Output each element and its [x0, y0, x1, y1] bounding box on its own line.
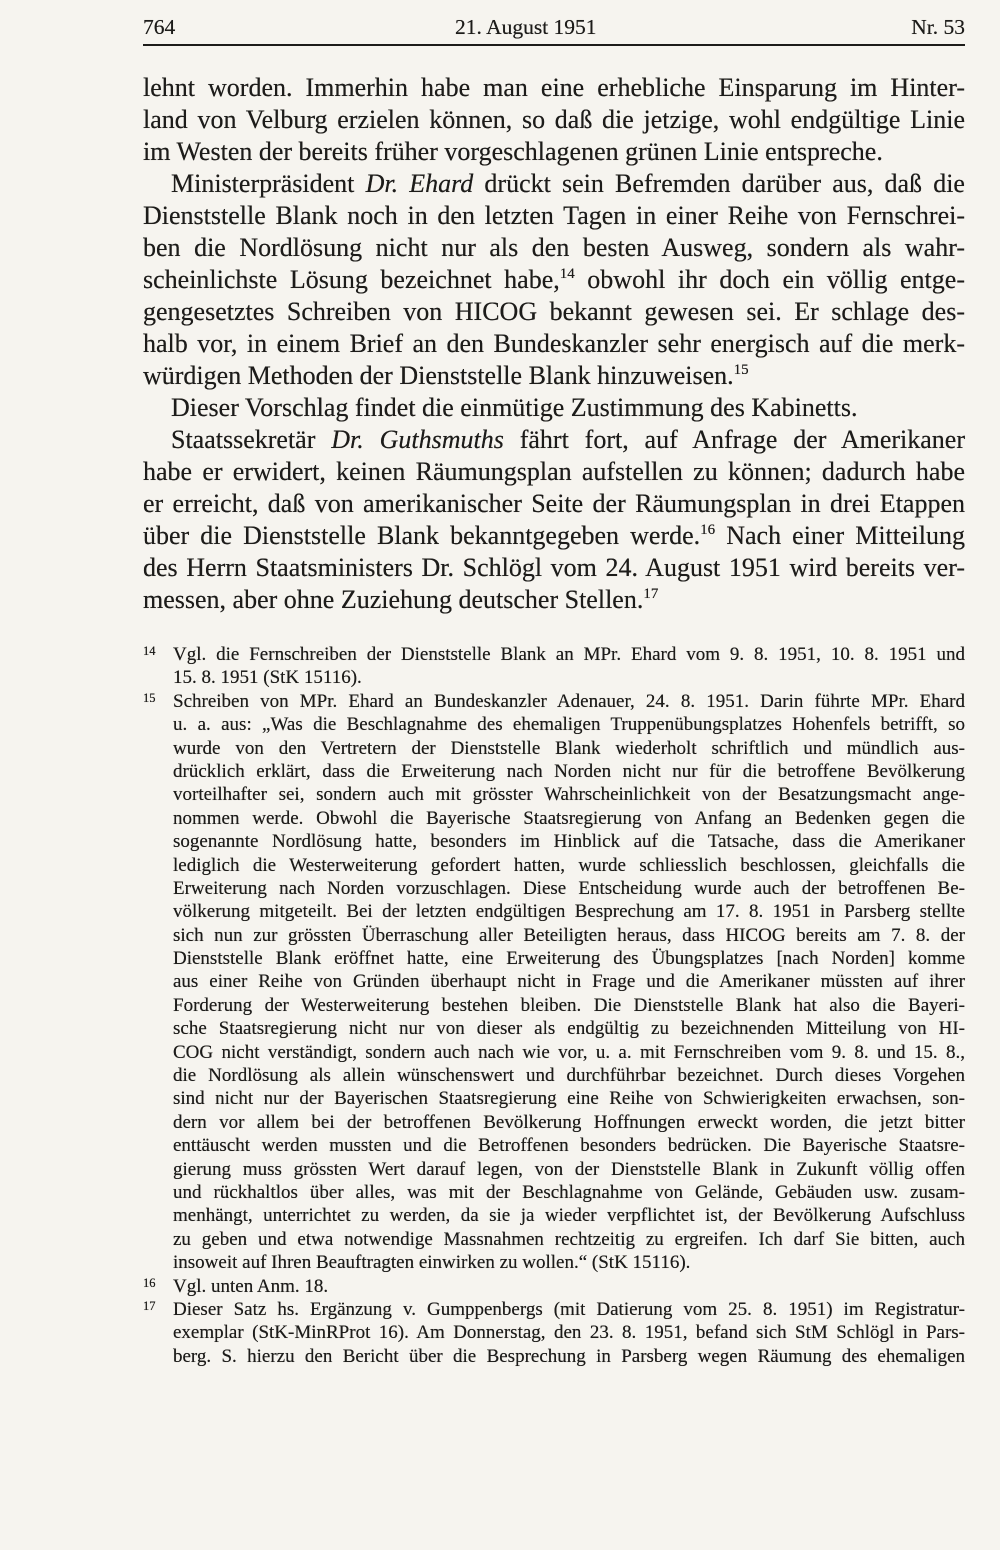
text-line: Erweiterung nach Norden vorzuschlagen. Diese Entscheidung wurde auch der betroffenen Be-	[173, 877, 965, 899]
person-name: Dr. Ehard	[365, 169, 474, 198]
text-line: insoweit auf Ihren Beauftragten einwirken zu wollen.“ (StK 15116).	[173, 1252, 691, 1274]
footnote-number: 15	[143, 690, 156, 705]
text-segment: Staatssekretär	[171, 425, 332, 454]
footnote	[143, 643, 965, 690]
text-line: vorteilhafter sei, sondern auch mit grösster Wahrscheinlichkeit von der Besatzungsmacht ange-	[173, 784, 965, 806]
text-line: sogenannte Nordlösung hatte, besonders im Hinblick auf die Tatsache, dass die Amerikaner	[173, 831, 965, 853]
footnote-number: 17	[143, 1298, 156, 1313]
text-line: 15. 8. 1951 (StK 15116).	[173, 667, 362, 689]
paragraph	[143, 392, 965, 424]
text-segment: messen, aber ohne Zuziehung deutscher Stellen.	[143, 585, 644, 614]
text-line	[143, 424, 965, 456]
text-line: habe er erwidert, keinen Räumungsplan aufstellen zu können; dadurch habe	[143, 457, 965, 486]
text-line: gengesetztes Schreiben von HICOG bekannt gewesen sei. Er schlage des-	[143, 297, 965, 326]
text-line: Vgl. die Fernschreiben der Dienststelle Blank an MPr. Ehard vom 9. 8. 1951, 10. 8. 1951 und	[173, 644, 965, 665]
footnote	[143, 690, 965, 1275]
text-line	[143, 520, 965, 552]
paragraph	[143, 424, 965, 616]
paragraph	[143, 72, 965, 168]
text-line: zu geben und etwa notwendige Massnahmen rechtzeitig zu ergreifen. Ich darf Sie bitten, auch	[173, 1228, 965, 1250]
text-line: Dienststelle Blank noch in den letzten Tagen in einer Reihe von Fernschrei-	[143, 201, 965, 230]
text-line: Dieser Satz hs. Ergänzung v. Gumppenbergs (mit Datierung vom 25. 8. 1951) im Registratur-	[173, 1298, 965, 1320]
text-line: sind nicht nur der Bayerischen Staatsregierung eine Reihe von Schwierigkeiten erwachsen, son-	[173, 1088, 965, 1110]
text-segment: Ministerpräsident	[171, 169, 366, 198]
text-segment: über die Dienststelle Blank bekanntgegeben werde.	[143, 521, 701, 550]
text-line: exemplar (StK-MinRProt 16). Am Donnerstag, den 23. 8. 1951, befand sich StM Schlögl in Pars-	[173, 1322, 965, 1344]
text-segment: obwohl ihr doch ein völlig entge-	[574, 265, 965, 294]
text-line: menhängt, unterrichtet zu werden, da sie ja wieder verpflichtet ist, der Bevölkerung Aufschluss	[173, 1205, 965, 1227]
running-head	[143, 12, 965, 42]
text-line: Schreiben von MPr. Ehard an Bundeskanzler Adenauer, 24. 8. 1951. Darin führte MPr. Ehard	[173, 690, 965, 712]
text-line: enttäuscht werden mussten und die Betroffenen besonders bedrücken. Die Bayerische Staatsre-	[173, 1135, 965, 1157]
text-segment: Nach einer Mitteilung	[715, 521, 965, 550]
footnote-number: 14	[143, 644, 156, 658]
text-line: nommen werde. Obwohl die Bayerische Staatsregierung von Anfang an Bedenken gegen die	[173, 807, 965, 829]
footnote	[143, 1298, 965, 1368]
text-line: sche Staatsregierung nicht nur von dieser als endgültig zu bezeichnenden Mitteilung von HI-	[173, 1018, 965, 1040]
text-line: u. a. aus: „Was die Beschlagnahme des ehemaligen Truppenübungsplatzes Hohenfels betrifft, so	[173, 714, 965, 736]
text-line: drücklich erklärt, dass die Erweiterung nach Norden nicht nur für die betroffene Bevölkerung	[173, 760, 965, 782]
text-segment: fährt fort, auf Anfrage der Amerikaner	[503, 425, 965, 454]
text-segment: scheinlichste Lösung bezeichnet habe,	[143, 265, 560, 294]
text-line: wurde von den Vertretern der Dienststelle Blank wiederholt schriftlich und mündlich aus-	[173, 737, 965, 759]
footnote-reference: 17	[643, 586, 659, 602]
text-line: Forderung der Westerweiterung bestehen bleiben. Die Dienststelle Blank hat also die Bayeri-	[173, 994, 965, 1016]
text-line: lehnt worden. Immerhin habe man eine erhebliche Einsparung im Hinter-	[143, 73, 965, 102]
text-line: und rückhaltlos über alles, was mit der Beschlagnahme von Gelände, Gebäuden usw. zusam-	[173, 1181, 965, 1203]
footnote-reference: 15	[733, 362, 749, 378]
text-line: Dienststelle Blank eröffnet hatte, eine Erweiterung des Übungsplatzes [nach Norden] komme	[173, 948, 965, 970]
text-line: berg. S. hierzu den Bericht über die Besprechung in Parsberg wegen Räumung des ehemaligen	[173, 1345, 965, 1367]
footnote-number: 16	[143, 1275, 156, 1290]
footnote-reference: 16	[700, 522, 716, 538]
text-line: Vgl. unten Anm. 18.	[173, 1275, 329, 1297]
text-line	[143, 264, 965, 296]
text-line: des Herrn Staatsministers Dr. Schlögl vom 24. August 1951 wird bereits ver-	[143, 553, 965, 582]
header-date: 21. August 1951	[455, 15, 597, 39]
paragraph	[143, 168, 965, 392]
text-segment: würdigen Methoden der Dienststelle Blank hinzuweisen.	[143, 361, 734, 390]
text-line: lediglich die Westerweiterung gefordert hatten, wurde schliesslich beschlossen, gleichfalls die	[173, 854, 965, 876]
person-name: Dr. Guthsmuths	[331, 425, 504, 454]
text-line: Dieser Vorschlag findet die einmütige Zustimmung des Kabinetts.	[171, 393, 858, 422]
text-line: sich nun zur grössten Überraschung aller Beteiligten heraus, dass HICOG bereits am 7. 8. der	[173, 924, 965, 946]
text-line: halb vor, in einem Brief an den Bundeskanzler sehr energisch auf die merk-	[143, 329, 965, 358]
text-line	[143, 584, 965, 616]
text-line: gierung muss grössten Wert darauf legen, von der Dienststelle Blank in Zukunft völlig offen	[173, 1158, 965, 1180]
text-line: COG nicht verständigt, sondern auch nach wie vor, u. a. mit Fernschreiben vom 9. 8. und 15. 8.,	[173, 1041, 965, 1063]
text-line: die Nordlösung als allein wünschenswert und durchführbar bezeichnet. Durch dieses Vorgehen	[173, 1065, 965, 1087]
text-line	[143, 360, 965, 392]
footnote-reference: 14	[559, 266, 575, 282]
header-rule	[143, 44, 965, 46]
text-line	[143, 168, 965, 200]
text-line: dern vor allem bei der betroffenen Bevölkerung Hoffnungen erweckt worden, die jetzt bitter	[173, 1111, 965, 1133]
text-line: land von Velburg erzielen können, so daß die jetzige, wohl endgültige Linie	[143, 105, 965, 134]
document-number: Nr. 53	[911, 15, 965, 39]
text-line: völkerung mitgeteilt. Bei der letzten endgültigen Besprechung am 17. 8. 1951 in Parsberg stellte	[173, 901, 965, 923]
text-line: aus einer Reihe von Gründen überhaupt nicht in Frage und die Amerikaner müssten auf ihrer	[173, 971, 965, 993]
text-line: ben die Nordlösung nicht nur als den besten Ausweg, sondern als wahr-	[143, 233, 965, 262]
page-number: 764	[143, 15, 176, 39]
footnote	[143, 1275, 965, 1298]
footnotes	[143, 643, 965, 1368]
body-text	[143, 72, 965, 616]
text-line: im Westen der bereits früher vorgeschlagenen grünen Linie entspreche.	[143, 137, 883, 166]
text-line: er erreicht, daß von amerikanischer Seite der Räumungsplan in drei Etappen	[143, 489, 965, 518]
text-segment: drückt sein Befremden darüber aus, daß die	[473, 169, 965, 198]
